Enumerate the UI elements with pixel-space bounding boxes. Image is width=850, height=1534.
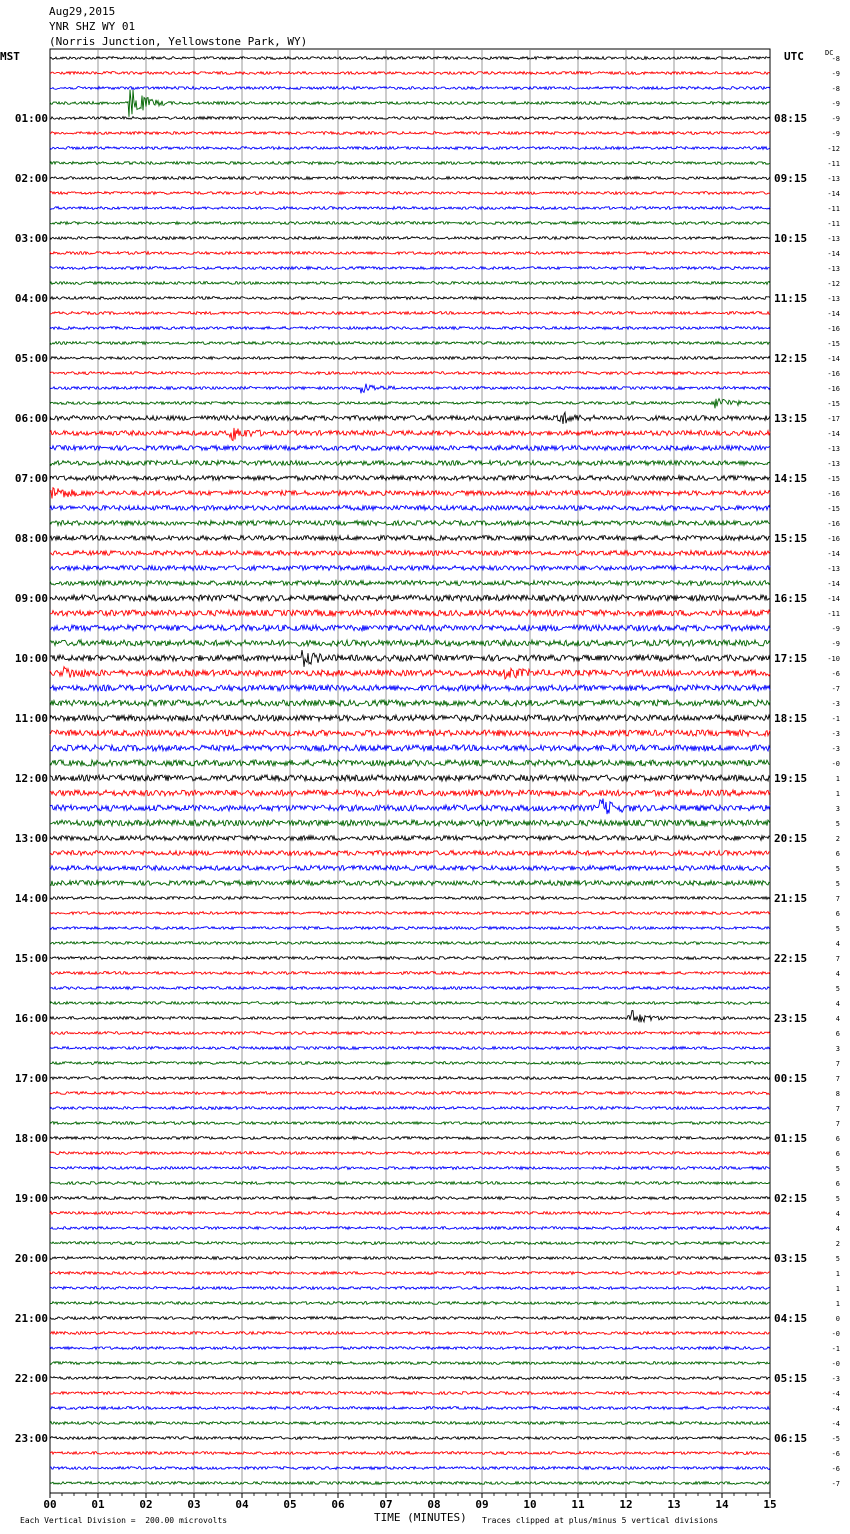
dc-offset-label: 1 — [835, 1270, 840, 1278]
seismic-trace — [50, 715, 770, 721]
dc-offset-label: -0 — [831, 760, 840, 768]
left-hour-label: 23:00 — [14, 1432, 48, 1445]
right-hour-label: 06:15 — [774, 1432, 808, 1445]
dc-offset-label: -15 — [827, 505, 840, 513]
seismic-trace — [50, 207, 770, 210]
dc-offset-label: -13 — [827, 460, 840, 468]
x-tick-label: 14 — [715, 1498, 729, 1511]
left-hour-label: 20:00 — [14, 1252, 48, 1265]
seismic-trace — [50, 1407, 770, 1410]
seismic-trace — [50, 775, 770, 781]
seismic-trace — [50, 147, 770, 150]
right-hour-label: 12:15 — [774, 352, 808, 365]
left-hour-label: 08:00 — [14, 532, 48, 545]
right-hour-label: 04:15 — [774, 1312, 808, 1325]
dc-offset-label: -9 — [831, 70, 840, 78]
x-tick-label: 04 — [235, 1498, 249, 1511]
right-hour-label: 10:15 — [774, 232, 808, 245]
right-hour-label: 08:15 — [774, 112, 808, 125]
dc-offset-label: -13 — [827, 175, 840, 183]
seismic-trace — [50, 1302, 770, 1305]
left-hour-label: 07:00 — [14, 472, 48, 485]
seismic-trace — [50, 297, 770, 300]
dc-offset-label: 5 — [835, 1255, 840, 1263]
dc-offset-label: -13 — [827, 235, 840, 243]
dc-offset-label: -11 — [827, 205, 840, 213]
seismic-trace — [50, 1362, 770, 1365]
seismic-trace — [50, 881, 770, 886]
dc-offset-label: -14 — [827, 310, 840, 318]
seismic-trace — [50, 836, 770, 841]
dc-offset-label: -14 — [827, 430, 840, 438]
left-hour-label: 14:00 — [14, 892, 48, 905]
left-hour-label: 17:00 — [14, 1072, 48, 1085]
seismic-trace — [50, 1032, 770, 1035]
dc-offset-label: 4 — [835, 1015, 840, 1023]
seismic-trace — [50, 72, 770, 75]
dc-offset-label: 3 — [835, 1045, 840, 1053]
seismic-trace — [50, 372, 770, 375]
dc-offset-label: -12 — [827, 280, 840, 288]
dc-offset-label: -9 — [831, 115, 840, 123]
seismic-trace — [50, 252, 770, 255]
right-hour-label: 00:15 — [774, 1072, 808, 1085]
dc-offset-label: 4 — [835, 1000, 840, 1008]
dc-offset-label: 7 — [835, 1060, 840, 1068]
dc-offset-label: -3 — [831, 730, 840, 738]
right-hour-label: 13:15 — [774, 412, 808, 425]
dc-offset-label: 4 — [835, 1225, 840, 1233]
seismic-trace — [50, 957, 770, 960]
dc-offset-label: -4 — [831, 1420, 840, 1428]
dc-offset-label: -9 — [831, 100, 840, 108]
seismic-trace — [50, 117, 770, 120]
dc-offset-label: -3 — [831, 700, 840, 708]
left-hour-label: 18:00 — [14, 1132, 48, 1145]
left-hour-label: 03:00 — [14, 232, 48, 245]
dc-offset-label: -15 — [827, 340, 840, 348]
left-hour-label: 12:00 — [14, 772, 48, 785]
seismic-trace — [50, 1047, 770, 1050]
seismic-trace — [50, 972, 770, 975]
right-hour-label: 22:15 — [774, 952, 808, 965]
dc-offset-label: -9 — [831, 625, 840, 633]
right-hour-label: 11:15 — [774, 292, 808, 305]
seismic-trace — [50, 1332, 770, 1335]
dc-offset-label: -16 — [827, 535, 840, 543]
dc-offset-label: -8 — [831, 85, 840, 93]
dc-offset-label: 7 — [835, 955, 840, 963]
dc-offset-label: -10 — [827, 655, 840, 663]
dc-offset-label: 1 — [835, 1285, 840, 1293]
x-tick-label: 00 — [43, 1498, 57, 1511]
dc-offset-label: 1 — [835, 1300, 840, 1308]
dc-offset-label: -16 — [827, 325, 840, 333]
dc-offset-label: -6 — [831, 670, 840, 678]
seismic-trace — [50, 1437, 770, 1440]
dc-offset-label: 6 — [835, 850, 840, 858]
x-tick-label: 05 — [283, 1498, 297, 1511]
dc-offset-label: 7 — [835, 1105, 840, 1113]
left-hour-label: 15:00 — [14, 952, 48, 965]
seismic-trace — [50, 820, 770, 826]
right-hour-label: 15:15 — [774, 532, 808, 545]
x-tick-label: 01 — [91, 1498, 105, 1511]
dc-offset-label: 7 — [835, 895, 840, 903]
dc-offset-label: -13 — [827, 565, 840, 573]
dc-offset-label: 2 — [835, 1240, 840, 1248]
seismic-trace — [50, 327, 770, 330]
seismic-trace — [50, 461, 770, 466]
dc-offset-label: -13 — [827, 445, 840, 453]
seismic-trace — [50, 700, 770, 706]
seismic-trace — [50, 667, 770, 679]
seismic-trace — [50, 1287, 770, 1290]
seismic-trace — [50, 650, 770, 667]
dc-offset-label: -1 — [831, 1345, 840, 1353]
seismic-trace — [50, 1467, 770, 1470]
seismic-trace — [50, 942, 770, 945]
left-hour-label: 11:00 — [14, 712, 48, 725]
right-hour-label: 03:15 — [774, 1252, 808, 1265]
seismic-trace — [50, 399, 770, 409]
seismic-trace — [50, 1452, 770, 1455]
vertical-scale-note: Each Vertical Division = 200.00 microvolts — [20, 1516, 228, 1525]
dc-offset-label: 5 — [835, 820, 840, 828]
dc-offset-label: 5 — [835, 1165, 840, 1173]
seismic-trace — [50, 625, 770, 631]
seismic-trace — [50, 476, 770, 481]
seismic-trace — [50, 90, 770, 117]
dc-offset-label: 5 — [835, 985, 840, 993]
seismic-trace — [50, 1257, 770, 1260]
x-tick-label: 02 — [139, 1498, 153, 1511]
left-hour-label: 06:00 — [14, 412, 48, 425]
seismic-trace — [50, 610, 770, 616]
seismic-trace — [50, 428, 770, 441]
seismic-trace — [50, 1212, 770, 1215]
seismic-trace — [50, 177, 770, 180]
left-hour-label: 13:00 — [14, 832, 48, 845]
dc-offset-label: -16 — [827, 370, 840, 378]
right-hour-label: 14:15 — [774, 472, 808, 485]
dc-offset-label: -9 — [831, 130, 840, 138]
right-timezone-label: UTC — [784, 50, 804, 63]
seismic-trace — [50, 1092, 770, 1095]
left-hour-label: 04:00 — [14, 292, 48, 305]
x-tick-label: 03 — [187, 1498, 201, 1511]
dc-offset-label: 8 — [835, 1090, 840, 1098]
dc-offset-label: -14 — [827, 190, 840, 198]
right-hour-label: 01:15 — [774, 1132, 808, 1145]
dc-offset-label: -16 — [827, 385, 840, 393]
dc-offset-label: -11 — [827, 610, 840, 618]
x-tick-label: 07 — [379, 1498, 393, 1511]
x-tick-label: 06 — [331, 1498, 345, 1511]
seismic-trace — [50, 132, 770, 135]
seismic-trace — [50, 730, 770, 736]
seismic-trace — [50, 1062, 770, 1065]
right-hour-label: 23:15 — [774, 1012, 808, 1025]
dc-offset-label: -8 — [831, 55, 840, 63]
seismic-trace — [50, 799, 770, 815]
seismic-trace — [50, 192, 770, 195]
seismic-trace — [50, 162, 770, 165]
dc-offset-label: -6 — [831, 1465, 840, 1473]
seismic-trace — [50, 536, 770, 541]
x-axis-title: TIME (MINUTES) — [374, 1511, 467, 1524]
seismic-trace — [50, 551, 770, 556]
seismic-trace — [50, 57, 770, 60]
dc-offset-label: -3 — [831, 745, 840, 753]
dc-offset-label: -15 — [827, 475, 840, 483]
dc-offset-label: -14 — [827, 595, 840, 603]
seismic-trace — [50, 1482, 770, 1485]
left-hour-label: 19:00 — [14, 1192, 48, 1205]
right-hour-label: 20:15 — [774, 832, 808, 845]
seismic-trace — [50, 312, 770, 315]
dc-offset-label: 5 — [835, 880, 840, 888]
seismic-trace — [50, 1011, 770, 1023]
dc-offset-label: -3 — [831, 1375, 840, 1383]
seismic-trace — [50, 897, 770, 900]
seismic-trace — [50, 1137, 770, 1140]
dc-offset-label: 6 — [835, 1030, 840, 1038]
left-hour-label: 01:00 — [14, 112, 48, 125]
left-hour-label: 22:00 — [14, 1372, 48, 1385]
seismic-trace — [50, 1317, 770, 1320]
dc-offset-label: 6 — [835, 1135, 840, 1143]
x-tick-label: 09 — [475, 1498, 489, 1511]
dc-offset-label: 1 — [835, 775, 840, 783]
seismic-trace — [50, 851, 770, 856]
seismic-trace — [50, 987, 770, 990]
seismic-trace — [50, 1392, 770, 1395]
dc-offset-label: 6 — [835, 1180, 840, 1188]
dc-offset-label: -0 — [831, 1360, 840, 1368]
dc-offset-label: -14 — [827, 355, 840, 363]
right-hour-label: 17:15 — [774, 652, 808, 665]
dc-offset-label: 7 — [835, 1120, 840, 1128]
x-tick-label: 13 — [667, 1498, 681, 1511]
dc-offset-label: 4 — [835, 940, 840, 948]
seismic-trace — [50, 237, 770, 240]
right-hour-label: 16:15 — [774, 592, 808, 605]
seismic-trace — [50, 566, 770, 571]
left-hour-label: 10:00 — [14, 652, 48, 665]
seismic-trace — [50, 760, 770, 766]
seismic-trace — [50, 506, 770, 511]
dc-offset-label: 6 — [835, 910, 840, 918]
right-hour-label: 02:15 — [774, 1192, 808, 1205]
right-hour-label: 18:15 — [774, 712, 808, 725]
dc-offset-label: 5 — [835, 1195, 840, 1203]
seismic-trace — [50, 912, 770, 915]
seismic-trace — [50, 1107, 770, 1110]
dc-offset-label: 1 — [835, 790, 840, 798]
dc-offset-label: -6 — [831, 1450, 840, 1458]
left-hour-label: 02:00 — [14, 172, 48, 185]
dc-offset-label: -9 — [831, 640, 840, 648]
station-code: YNR SHZ WY 01 — [49, 20, 136, 33]
seismic-trace — [50, 685, 770, 691]
seismic-trace — [50, 222, 770, 225]
dc-offset-label: -14 — [827, 580, 840, 588]
dc-offset-label: -16 — [827, 490, 840, 498]
seismic-trace — [50, 1422, 770, 1425]
right-hour-label: 19:15 — [774, 772, 808, 785]
dc-offset-label: -5 — [831, 1435, 840, 1443]
seismic-trace — [50, 866, 770, 871]
seismic-trace — [50, 790, 770, 796]
seismic-trace — [50, 581, 770, 586]
dc-offset-label: -1 — [831, 715, 840, 723]
right-hour-label: 05:15 — [774, 1372, 808, 1385]
seismic-trace — [50, 1272, 770, 1275]
dc-offset-label: 4 — [835, 970, 840, 978]
seismic-trace — [50, 87, 770, 90]
seismic-trace — [50, 1242, 770, 1245]
left-timezone-label: MST — [0, 50, 20, 63]
dc-offset-label: -11 — [827, 160, 840, 168]
dc-offset-label: -14 — [827, 550, 840, 558]
dc-offset-label: 5 — [835, 925, 840, 933]
dc-offset-label: -0 — [831, 1330, 840, 1338]
seismic-trace — [50, 1197, 770, 1200]
dc-offset-label: 0 — [835, 1315, 840, 1323]
dc-offset-label: -7 — [831, 685, 840, 693]
dc-offset-label: 4 — [835, 1210, 840, 1218]
left-hour-label: 09:00 — [14, 592, 48, 605]
seismic-trace — [50, 1122, 770, 1125]
dc-offset-label: -11 — [827, 220, 840, 228]
dc-offset-label: -13 — [827, 295, 840, 303]
seismic-trace — [50, 1182, 770, 1185]
right-hour-label: 09:15 — [774, 172, 808, 185]
dc-offset-label: 2 — [835, 835, 840, 843]
left-hour-label: 05:00 — [14, 352, 48, 365]
right-hour-label: 21:15 — [774, 892, 808, 905]
seismic-trace — [50, 927, 770, 930]
seismic-trace — [50, 1227, 770, 1230]
dc-offset-label: -14 — [827, 250, 840, 258]
seismic-trace — [50, 384, 770, 394]
dc-offset-label: -4 — [831, 1405, 840, 1413]
seismic-trace — [50, 521, 770, 526]
seismic-trace — [50, 342, 770, 345]
station-location: (Norris Junction, Yellowstone Park, WY) — [49, 35, 308, 48]
seismic-trace — [50, 1152, 770, 1155]
seismic-trace — [50, 282, 770, 285]
seismic-trace — [50, 488, 770, 499]
plot-frame — [50, 49, 770, 1493]
seismic-trace — [50, 745, 770, 751]
dc-offset-label: -12 — [827, 145, 840, 153]
seismic-trace — [50, 412, 770, 424]
dc-offset-label: -13 — [827, 265, 840, 273]
clip-note: Traces clipped at plus/minus 5 vertical divisions — [482, 1516, 719, 1525]
seismic-trace — [50, 357, 770, 360]
seismic-trace — [50, 1077, 770, 1080]
x-tick-label: 15 — [763, 1498, 777, 1511]
dc-offset-label: -16 — [827, 520, 840, 528]
x-tick-label: 12 — [619, 1498, 633, 1511]
seismic-trace — [50, 1002, 770, 1005]
dc-offset-label: -7 — [831, 1480, 840, 1488]
dc-offset-label: -4 — [831, 1390, 840, 1398]
dc-offset-label: 7 — [835, 1075, 840, 1083]
dc-offset-label: -17 — [827, 415, 840, 423]
seismic-trace — [50, 267, 770, 270]
seismic-trace — [50, 640, 770, 646]
dc-offset-label: 6 — [835, 1150, 840, 1158]
left-hour-label: 16:00 — [14, 1012, 48, 1025]
seismic-trace — [50, 1347, 770, 1350]
dc-offset-label: 5 — [835, 865, 840, 873]
dc-offset-label: -15 — [827, 400, 840, 408]
seismic-trace — [50, 1377, 770, 1380]
dc-offset-label: 3 — [835, 805, 840, 813]
x-tick-label: 10 — [523, 1498, 537, 1511]
x-tick-label: 11 — [571, 1498, 585, 1511]
dc-offset-header: DC — [825, 49, 834, 57]
seismic-trace — [50, 595, 770, 601]
seismic-trace — [50, 1167, 770, 1170]
plot-date: Aug29,2015 — [49, 5, 116, 18]
seismic-trace — [50, 446, 770, 451]
left-hour-label: 21:00 — [14, 1312, 48, 1325]
x-tick-label: 08 — [427, 1498, 441, 1511]
